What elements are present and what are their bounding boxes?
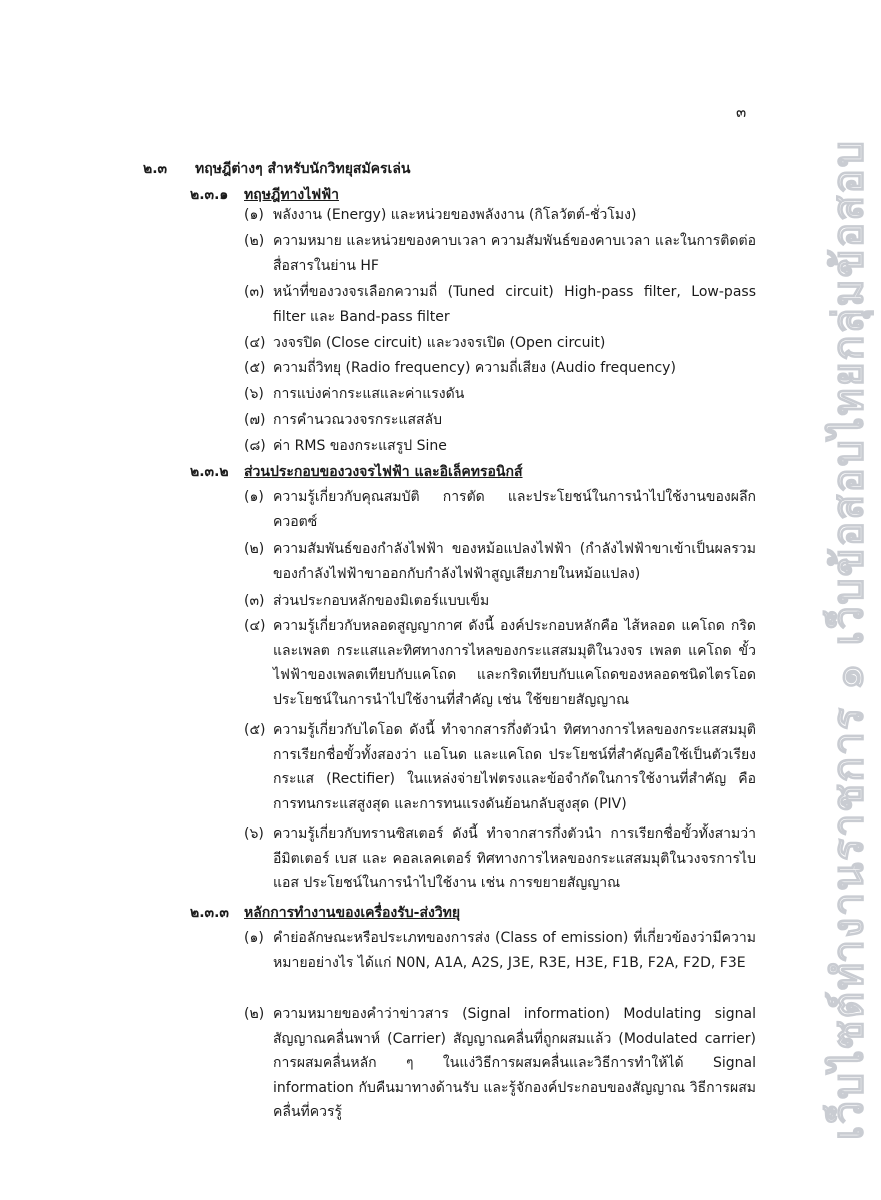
list-item: (๑) คำย่อลักษณะหรือประเภทของการส่ง (Class of emission) ที่เกี่ยวข้องว่ามีความหมายอย่างไร ได้แก่ N0N, A1A, A2S, J3E, R3E, H3E, F1B, F2A, F2D, F3E xyxy=(244,930,756,971)
list-item: (๔) ความรู้เกี่ยวกับหลอดสูญญากาศ ดังนี้ องค์ประกอบหลักคือ ไส้หลอด แคโถด กริด และเพลต กระแสและทิศทางการไหลของกระแสสมมุติในวงจร เพลต แคโถด ขั้วไฟฟ้าของเพลตเทียบกับแคโถด และกริดเทียบกับแคโถดของหลอดชนิดไตรโอด ประโยชน์ในการนำไปใช้งานที่สำคัญ เช่น ใช้ขยายสัญญาณ xyxy=(244,618,756,708)
list-item: (๓) ส่วนประกอบหลักของมิเตอร์แบบเข็ม xyxy=(244,593,490,609)
watermark xyxy=(804,100,872,1140)
watermark-text: เว็บไซต์ทำงานราชการ ๑ เว็บข้อสอบไทยกลุ่มข้อสอบ xyxy=(824,139,872,1140)
list-item: (๓) หน้าที่ของวงจรเลือกความถี่ (Tuned circuit) High-pass filter, Low-pass filter และ Band-pass filter xyxy=(244,284,756,325)
subsection-number: ๒.๓.๑ xyxy=(190,187,229,203)
list-item: (๖) การแบ่งค่ากระแสและค่าแรงดัน xyxy=(244,386,465,402)
list-item: (๒) ความสัมพันธ์ของกำลังไฟฟ้า ของหม้อแปลงไฟฟ้า (กำลังไฟฟ้าขาเข้าเป็นผลรวมของกำลังไฟฟ้าขาออกกับกำลังไฟฟ้าสูญเสียภายในหม้อแปลง) xyxy=(244,541,756,582)
list-item: (๘) ค่า RMS ของกระแสรูป Sine xyxy=(244,438,447,454)
subsection-number: ๒.๓.๒ xyxy=(190,464,229,480)
list-item: (๕) ความถี่วิทยุ (Radio frequency) ความถี่เสียง (Audio frequency) xyxy=(244,360,676,376)
list-item: (๗) การคำนวณวงจรกระแสสลับ xyxy=(244,412,443,428)
list-item: (๔) วงจรปิด (Close circuit) และวงจรเปิด (Open circuit) xyxy=(244,335,606,351)
list-item: (๒) ความหมาย และหน่วยของคาบเวลา ความสัมพันธ์ของคาบเวลา และในการติดต่อสื่อสารในย่าน HF xyxy=(244,233,756,274)
list-item: (๑) พลังงาน (Energy) และหน่วยของพลังงาน (กิโลวัตต์-ชั่วโมง) xyxy=(244,207,637,223)
page-number: ๓ xyxy=(736,103,747,121)
subsection-heading-3 xyxy=(190,902,460,924)
subsection-heading-2 xyxy=(190,461,523,483)
list-item: (๒) ความหมายของคำว่าข่าวสาร (Signal information) Modulating signal สัญญาณคลื่นพาห์ (Carrier) สัญญาณคลื่นที่ถูกผสมแล้ว (Modulated carrier) การผสมคลื่นหลัก ๆ ในแง่วิธีการผสมคลื่นและวิธีการทำให้ได้ Signal information กับคืนมาทางด้านรับ และรู้จักองค์ประกอบของสัญญาณ วิธีการผสมคลื่นที่ควรรู้ xyxy=(244,1006,756,1120)
list-item: (๕) ความรู้เกี่ยวกับไดโอด ดังนี้ ทำจากสารกึ่งตัวนำ ทิศทางการไหลของกระแสสมมุติ การเรียกชื่อขั้วทั้งสองว่า แอโนด และแคโถด ประโยชน์ที่สำคัญคือใช้เป็นตัวเรียงกระแส (Rectifier) ในแหล่งจ่ายไฟตรงและข้อจำกัดในการใช้งานที่สำคัญ คือ การทนกระแสสูงสุด และการทนแรงดันย้อนกลับสูงสุด (PIV) xyxy=(244,722,756,812)
subsection-number: ๒.๓.๓ xyxy=(190,905,230,921)
section-heading xyxy=(143,158,411,180)
subsection-title: ทฤษฎีทางไฟฟ้า xyxy=(244,187,339,203)
list-item: (๑) ความรู้เกี่ยวกับคุณสมบัติ การตัด และประโยชน์ในการนำไปใช้งานของผลึกควอตซ์ xyxy=(244,489,756,530)
subsection-title: หลักการทำงานของเครื่องรับ-ส่งวิทยุ xyxy=(244,905,461,921)
list-item: (๖) ความรู้เกี่ยวกับทรานซิสเตอร์ ดังนี้ ทำจากสารกึ่งตัวนำ การเรียกชื่อขั้วทั้งสามว่า อีมิตเตอร์ เบส และ คอลเลคเตอร์ ทิศทางการไหลของกระแสสมมุติในวงจรการไบแอส ประโยชน์ในการนำไปใช้งาน เช่น การขยายสัญญาณ xyxy=(244,826,756,891)
section-number: ๒.๓ xyxy=(143,161,168,177)
subsection-title: ส่วนประกอบของวงจรไฟฟ้า และอิเล็คทรอนิกส์ xyxy=(244,464,523,480)
section-title: ทฤษฎีต่างๆ สำหรับนักวิทยุสมัครเล่น xyxy=(195,161,411,177)
